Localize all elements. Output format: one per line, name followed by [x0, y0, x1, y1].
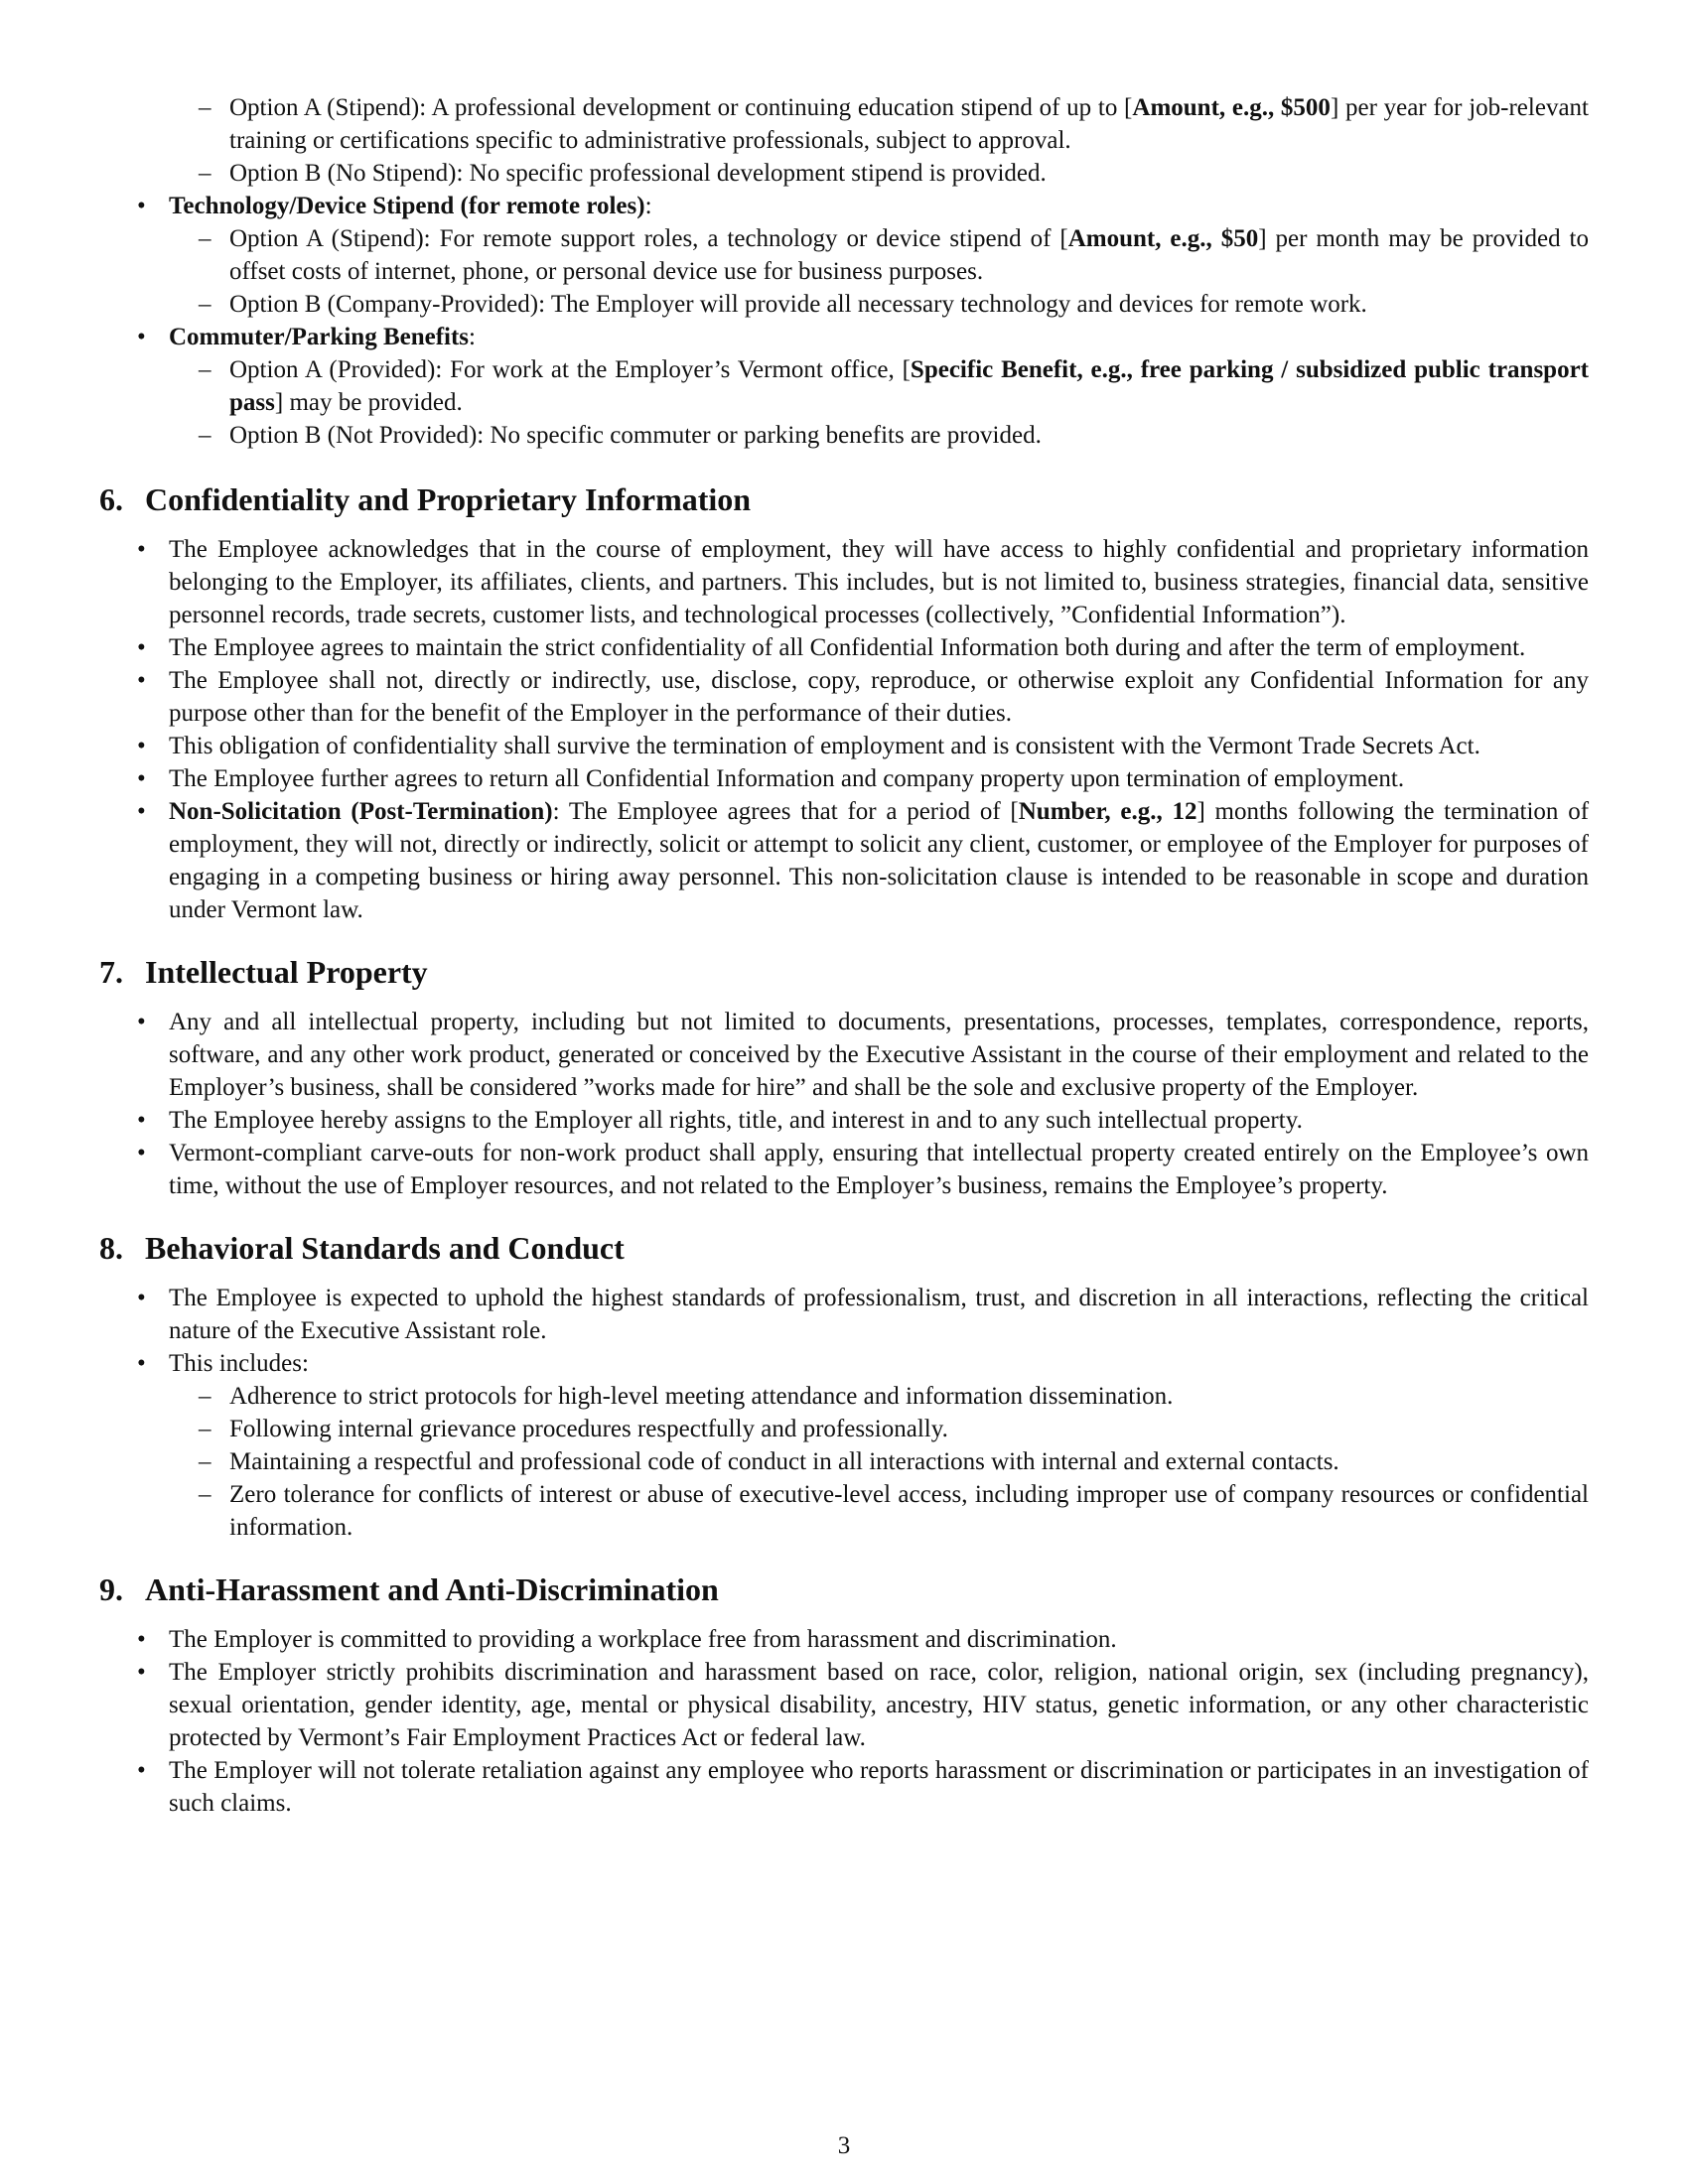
- commuter-option-b: [99, 419, 1589, 452]
- list-item: • Vermont-compliant carve-outs for non-work product shall apply, ensuring that intellectual property created entirely on the Employee’s own time, without the use of Employer resources, and not related to the Employer’s business, remains the Employee’s property.: [99, 1137, 1589, 1202]
- list-item: • The Employer strictly prohibits discrimination and harassment based on race, color, religion, national origin, sex (including pregnancy), sexual orientation, gender identity, age, mental or physical disability, ancestry, HIV status, genetic information, or any other characteristic protected by Vermont’s Fair Employment Practices Act or federal law.: [99, 1656, 1589, 1754]
- commuter-options: [169, 353, 1589, 452]
- benefits-continued: [99, 91, 1589, 190]
- list-item: • The Employee agrees to maintain the strict confidentiality of all Confidential Information both during and after the term of employment.: [99, 631, 1589, 664]
- pd-continuation: [99, 91, 1589, 190]
- list-item: – Following internal grievance procedures respectfully and professionally.: [99, 1413, 1589, 1445]
- list-item: • The Employee shall not, directly or indirectly, use, disclose, copy, reproduce, or otherwise exploit any Confidential Information for any purpose other than for the benefit of the Employer in the performance of their duties.: [99, 664, 1589, 730]
- tech-option-a-text-end: ] per month may be provided to offset costs of internet, phone, or personal device use for business purposes.: [229, 225, 1589, 285]
- pd-options: [169, 91, 1589, 190]
- tech-option-b-text: Option B (Company-Provided): The Employer will provide all necessary technology and devices for remote work.: [229, 291, 1367, 318]
- list-item: • The Employer will not tolerate retaliation against any employee who reports harassment or discrimination or participates in an investigation of such claims.: [99, 1754, 1589, 1820]
- list-item: • The Employee hereby assigns to the Employer all rights, title, and interest in and to any such intellectual property.: [99, 1104, 1589, 1137]
- commuter-option-a-benefit: Specific Benefit, e.g., free parking / subsidized public transport pass: [229, 356, 1589, 416]
- commuter-option-a-text: Option A (Provided): For work at the Employer’s Vermont office, [: [229, 356, 911, 383]
- section-6-heading: [99, 479, 1589, 519]
- commuter-option-a-text-end: ] may be provided.: [274, 389, 463, 416]
- non-solicitation-item: [99, 795, 1589, 926]
- commuter-option-a: [99, 353, 1589, 419]
- tech-stipend-item: [99, 190, 1589, 321]
- tech-option-a-text: Option A (Stipend): For remote support roles, a technology or device stipend of [: [229, 225, 1068, 252]
- section-8-title: Behavioral Standards and Conduct: [145, 1230, 625, 1266]
- commuter-colon: :: [469, 324, 476, 350]
- commuter-title: Commuter/Parking Benefits: [169, 324, 470, 350]
- pd-option-a: [99, 91, 1589, 157]
- section-7-title: Intellectual Property: [145, 954, 428, 990]
- list-item: – Maintaining a respectful and professional code of conduct in all interactions with internal and external contacts.: [99, 1445, 1589, 1478]
- non-solicitation-text-end: ] months following the termination of employment, they will not, directly or indirectly, solicit or attempt to solicit any client, customer, or employee of the Employer for purposes of engaging in a competing business or hiring away personnel. This non-solicitation clause is intended to be reasonable in scope and duration under Vermont law.: [169, 798, 1590, 923]
- pd-option-a-text-end: ] per year for job-relevant training or certifications specific to administrative professionals, subject to approval.: [229, 94, 1589, 154]
- this-includes-label: This includes:: [169, 1350, 309, 1377]
- pd-option-b-text: Option B (No Stipend): No specific professional development stipend is provided.: [229, 160, 1047, 187]
- section-6-number: 6.: [99, 481, 123, 517]
- pd-option-a-amount: Amount, e.g., $500: [1132, 94, 1331, 121]
- list-item: • This obligation of confidentiality shall survive the termination of employment and is consistent with the Vermont Trade Secrets Act.: [99, 730, 1589, 762]
- section-8-heading: [99, 1228, 1589, 1268]
- section-9-title: Anti-Harassment and Anti-Discrimination: [145, 1571, 719, 1607]
- section-9-list: [99, 1623, 1589, 1820]
- list-item: • Any and all intellectual property, including but not limited to documents, presentations, processes, templates, correspondence, reports, software, and any other work product, generated or conceived by the Executive Assistant in the course of their employment and related to the Employer’s business, shall be considered ”works made for hire” and shall be the sole and exclusive property of the Employer.: [99, 1006, 1589, 1104]
- commuter-item: [99, 321, 1589, 452]
- section-8-number: 8.: [99, 1230, 123, 1266]
- list-item: • The Employer is committed to providing a workplace free from harassment and discrimination.: [99, 1623, 1589, 1656]
- commuter-option-b-text: Option B (Not Provided): No specific commuter or parking benefits are provided.: [229, 422, 1042, 449]
- tech-stipend-title: Technology/Device Stipend (for remote roles): [169, 193, 645, 219]
- tech-option-b: [99, 288, 1589, 321]
- section-9-heading: [99, 1570, 1589, 1609]
- section-6-title: Confidentiality and Proprietary Information: [145, 481, 752, 517]
- conduct-sublist: [169, 1380, 1589, 1544]
- list-item: – Adherence to strict protocols for high-level meeting attendance and information dissemination.: [99, 1380, 1589, 1413]
- benefits-list: [99, 190, 1589, 452]
- non-solicitation-months: Number, e.g., 12: [1018, 798, 1197, 825]
- document-page: [99, 91, 1589, 1820]
- section-8-list: [99, 1282, 1589, 1544]
- list-item: • The Employee is expected to uphold the highest standards of professionalism, trust, and discretion in all interactions, reflecting the critical nature of the Executive Assistant role.: [99, 1282, 1589, 1347]
- non-solicitation-title: Non-Solicitation (Post-Termination): [169, 798, 553, 825]
- list-item: [99, 1347, 1589, 1544]
- pd-option-a-text: Option A (Stipend): A professional development or continuing education stipend of up to [: [229, 94, 1133, 121]
- list-item: – Zero tolerance for conflicts of interest or abuse of executive-level access, including improper use of company resources or confidential information.: [99, 1478, 1589, 1544]
- page-number: 3: [837, 2132, 851, 2159]
- list-item: • The Employee acknowledges that in the course of employment, they will have access to highly confidential and proprietary information belonging to the Employer, its affiliates, clients, and partners. This includes, but is not limited to, business strategies, financial data, sensitive personnel records, trade secrets, customer lists, and technological processes (collectively, ”Confidential Information”).: [99, 533, 1589, 631]
- section-9-number: 9.: [99, 1571, 123, 1607]
- pd-option-b: [99, 157, 1589, 190]
- section-6-list: [99, 533, 1589, 926]
- tech-option-a: [99, 222, 1589, 288]
- section-7-list: [99, 1006, 1589, 1202]
- section-7-heading: [99, 952, 1589, 992]
- tech-colon: :: [644, 193, 652, 219]
- section-7-number: 7.: [99, 954, 123, 990]
- list-item: • The Employee further agrees to return all Confidential Information and company property upon termination of employment.: [99, 762, 1589, 795]
- tech-option-a-amount: Amount, e.g., $50: [1067, 225, 1259, 252]
- non-solicitation-text: : The Employee agrees that for a period of [: [552, 798, 1019, 825]
- tech-options: [169, 222, 1589, 321]
